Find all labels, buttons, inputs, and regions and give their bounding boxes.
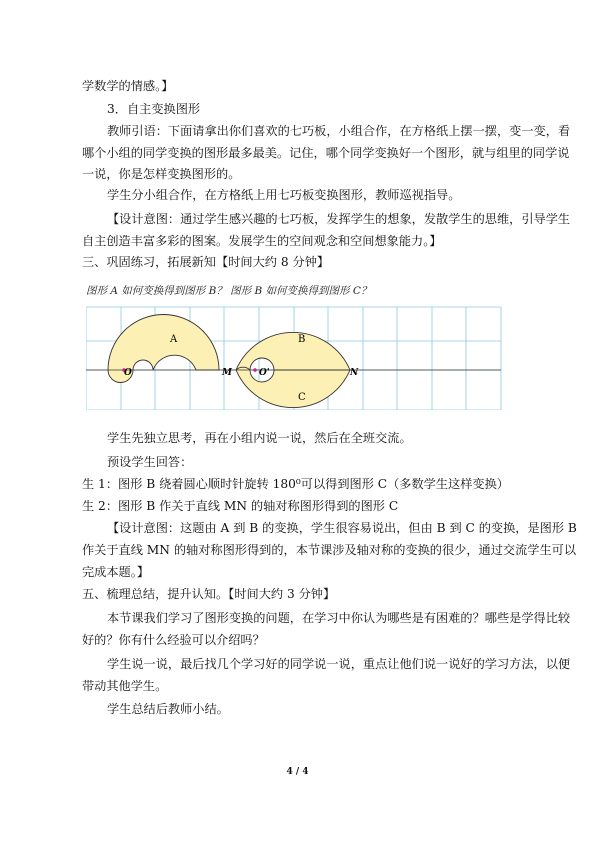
paragraph-line: 带动其他学生。 [82, 679, 168, 693]
transformation-figure [86, 280, 506, 410]
section-heading: 三、巩固练习，拓展新知【时间大约 8 分钟】 [82, 255, 330, 269]
shape-c [236, 367, 350, 407]
paragraph-line: 预设学生回答： [107, 455, 193, 469]
paragraph-line: 一说，你是怎样变换图形的。 [82, 167, 241, 181]
section-heading: 3．自主变换图形 [107, 102, 201, 116]
design-intent-line: 【设计意图：这题由 A 到 B 的变换，学生很容易说出，但由 B 到 C 的变换，是图形 B [107, 521, 577, 535]
design-intent-line: 自主创造丰富多彩的图案。发展学生的空间观念和空间想象能力。】 [82, 234, 442, 248]
student-answer-line: 生 2：图形 B 作关于直线 MN 的轴对称图形得到的图形 C [82, 499, 399, 513]
design-intent-line: 【设计意图：通过学生感兴趣的七巧板，发挥学生的想象，发散学生的思维，引导学生 [107, 212, 571, 226]
paragraph-line: 学生先独立思考，再在小组内说一说，然后在全班交流。 [107, 431, 412, 445]
paragraph-line: 本节课我们学习了图形变换的问题，在学习中你认为哪些是有困难的？哪些是学得比较 [107, 611, 571, 625]
label-m: M [222, 368, 232, 378]
label-n: N [350, 368, 359, 378]
paragraph-line: 学生总结后教师小结。 [107, 702, 229, 716]
paragraph-line: 学生说一说，最后找几个学习好的同学说一说，重点让他们说一说好的学习方法，以便 [107, 657, 571, 671]
section-heading: 五、梳理总结，提升认知。【时间大约 3 分钟】 [82, 587, 336, 601]
paragraph-line: 学生分小组合作，在方格纸上用七巧板变换图形，教师巡视指导。 [107, 188, 461, 202]
point-o-prime [253, 368, 257, 372]
shape-b [236, 332, 350, 372]
label-o-prime: O' [259, 368, 270, 378]
label-a: A [170, 334, 178, 345]
design-intent-line: 完成本题。】 [82, 565, 150, 579]
figure-caption: 图形 A 如何变换得到图形 B？ 图形 B 如何变换得到图形 C？ [86, 285, 372, 297]
paragraph-line: 哪个小组的同学变换的图形最多最美。记住，哪个同学变换好一个图形，就与组里的同学说 [82, 146, 570, 160]
student-answer-line: 生 1：图形 B 绕着圆心顺时针旋转 180⁰可以得到图形 C（多数学生这样变换） [82, 477, 509, 491]
label-c: C [298, 392, 306, 403]
paragraph-line: 学数学的情感。】 [82, 79, 174, 93]
page-number: 4 / 4 [286, 767, 309, 777]
figure-svg [86, 280, 506, 410]
label-b: B [298, 334, 306, 345]
design-intent-line: 作关于直线 MN 的轴对称图形得到的，本节课涉及轴对称的变换的很少，通过交流学生可以 [82, 543, 577, 557]
label-o: O [124, 368, 132, 378]
paragraph-line: 教师引语：下面请拿出你们喜欢的七巧板，小组合作，在方格纸上摆一摆，变一变，看 [107, 124, 571, 138]
paragraph-line: 好的？你有什么经验可以介绍吗？ [82, 633, 265, 647]
